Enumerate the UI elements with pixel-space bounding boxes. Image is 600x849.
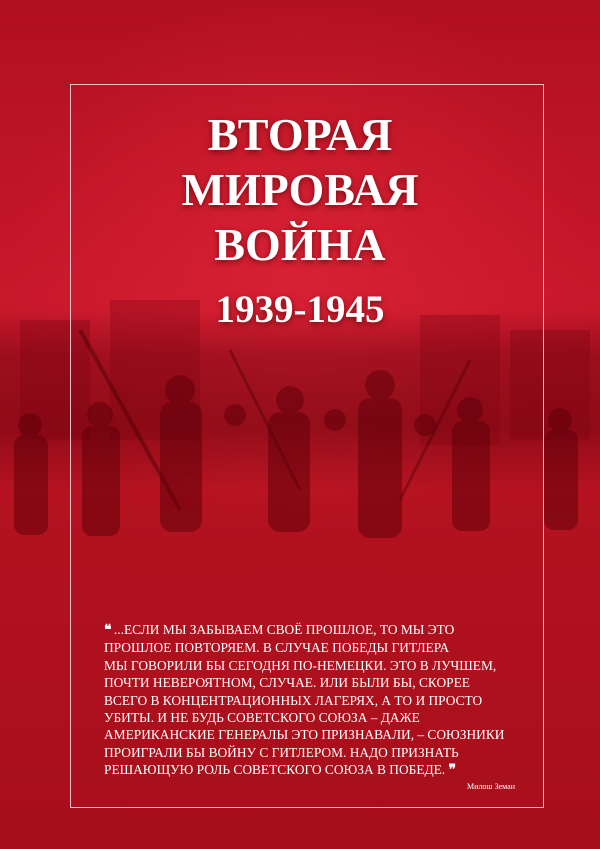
title-line-3: ВОЙНА [214, 219, 386, 270]
quote-line: УБИТЫ. И НЕ БУДЬ СОВЕТСКОГО СОЮЗА – ДАЖЕ [104, 710, 420, 726]
years-subtitle: 1939-1945 [215, 288, 385, 331]
open-quote-icon: ❝ [104, 623, 111, 638]
quote-line: ПРОШЛОЕ ПОВТОРЯЕМ. В СЛУЧАЕ ПОБЕДЫ ГИТЛЕРА [104, 640, 450, 656]
quote-line: РЕШАЮЩУЮ РОЛЬ СОВЕТСКОГО СОЮЗА В ПОБЕДЕ. [104, 762, 446, 778]
quote-line: ...ЕСЛИ МЫ ЗАБЫВАЕМ СВОЁ ПРОШЛОЕ, ТО МЫ ЭТО [113, 622, 455, 637]
quote-line: АМЕРИКАНСКИЕ ГЕНЕРАЛЫ ЭТО ПРИЗНАВАЛИ, – СОЮЗНИКИ [104, 727, 505, 743]
quote-line: ВСЕГО В КОНЦЕНТРАЦИОННЫХ ЛАГЕРЯХ, А ТО И ПРОСТО [104, 692, 483, 708]
title-line-2: МИРОВАЯ [181, 164, 419, 215]
quote-author: Милош Земан [467, 782, 515, 791]
quote-block [104, 621, 524, 780]
title-line-1: ВТОРАЯ [207, 109, 393, 160]
quote-line: ПОЧТИ НЕВЕРОЯТНОМ, СЛУЧАЕ. ИЛИ БЫЛИ БЫ, СКОРЕЕ [104, 675, 470, 691]
close-quote-icon: ❞ [448, 763, 456, 779]
poster-title [0, 107, 600, 272]
quote-line: МЫ ГОВОРИЛИ БЫ СЕГОДНЯ ПО-НЕМЕЦКИ. ЭТО В ЛУЧШЕМ, [104, 657, 497, 673]
quote-line: ПРОИГРАЛИ БЫ ВОЙНУ С ГИТЛЕРОМ. НАДО ПРИЗНАТЬ [104, 744, 459, 760]
